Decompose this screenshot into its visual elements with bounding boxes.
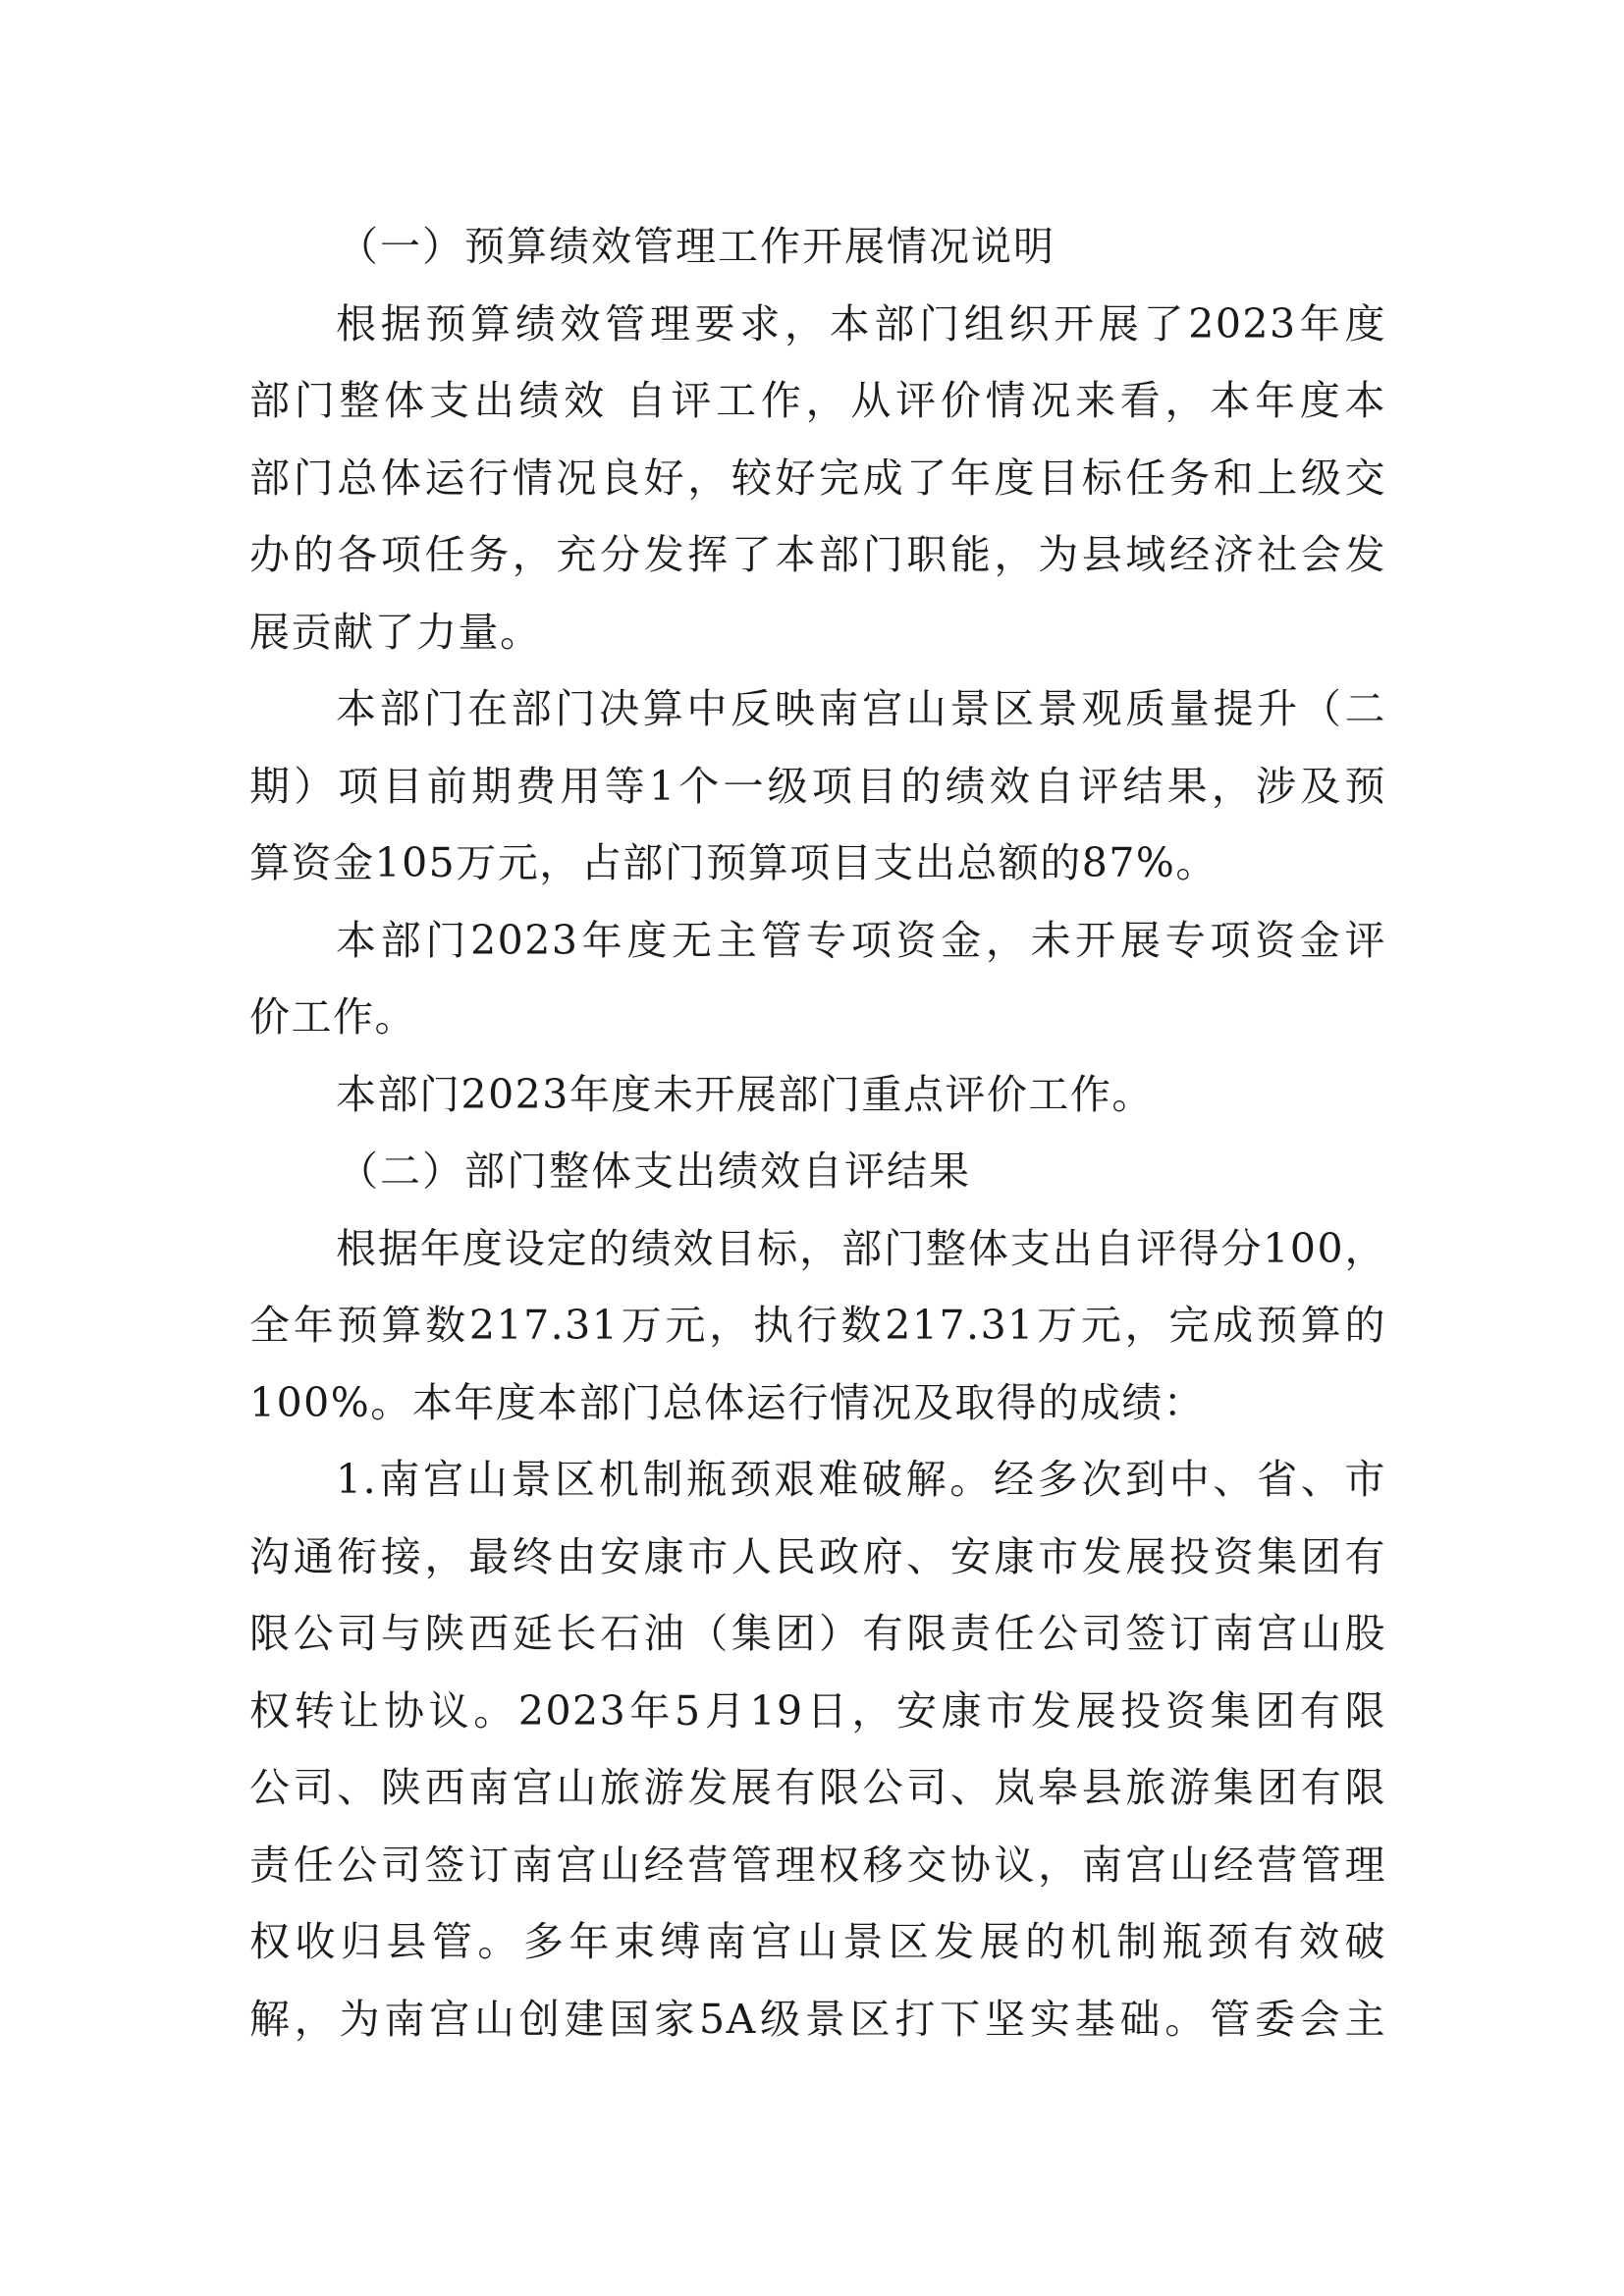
paragraph-line: 办的各项任务，充分发挥了本部门职能，为县域经济社会发 [249,531,1386,578]
paragraph-line: 权转让协议。2023年5月19日，安康市发展投资集团有限 [249,1686,1386,1735]
paragraph-line: 算资金105万元，占部门预算项目支出总额的87%。 [249,839,1218,886]
paragraph-line: 价工作。 [249,993,416,1041]
paragraph-line: 本部门2023年度未开展部门重点评价工作。 [336,1070,1154,1118]
paragraph-line: 100%。本年度本部门总体运行情况及取得的成绩： [249,1378,1206,1426]
paragraph-line: 根据预算绩效管理要求，本部门组织开展了2023年度 [336,299,1386,347]
paragraph-line: 权收归县管。多年束缚南宫山景区发展的机制瓶颈有效破 [249,1918,1386,1965]
paragraph-line: 责任公司签订南宫山经营管理权移交协议，南宫山经营管理 [249,1841,1386,1889]
section-heading-2: （二）部门整体支出绩效自评结果 [338,1148,971,1195]
paragraph-line: 全年预算数217.31万元，执行数217.31万元，完成预算的 [249,1302,1386,1349]
paragraph-line: 本部门在部门决算中反映南宫山景区景观质量提升（二 [336,685,1386,732]
paragraph-line: 展贡献了力量。 [249,608,542,656]
paragraph-line: 限公司与陕西延长石油（集团）有限责任公司签订南宫山股 [249,1610,1386,1657]
paragraph-line: 本部门2023年度无主管专项资金，未开展专项资金评 [336,916,1386,964]
paragraph-line: 根据年度设定的绩效目标，部门整体支出自评得分100， [336,1224,1386,1272]
paragraph-line: 部门总体运行情况良好，较好完成了年度目标任务和上级交 [249,454,1386,502]
document-body [249,208,1386,2057]
paragraph-line: 1.南宫山景区机制瓶颈艰难破解。经多次到中、省、市 [336,1456,1386,1503]
paragraph-line: 部门整体支出绩效 自评工作，从评价情况来看，本年度本 [249,377,1386,424]
paragraph-line: 期）项目前期费用等1个一级项目的绩效自评结果，涉及预 [249,762,1386,810]
section-heading-1: （一）预算绩效管理工作开展情况说明 [338,223,1056,270]
paragraph-line: 解，为南宫山创建国家5A级景区打下坚实基础。管委会主 [249,1995,1386,2043]
paragraph-line: 沟通衔接，最终由安康市人民政府、安康市发展投资集团有 [249,1532,1386,1580]
paragraph-line: 公司、陕西南宫山旅游发展有限公司、岚皋县旅游集团有限 [249,1764,1386,1811]
